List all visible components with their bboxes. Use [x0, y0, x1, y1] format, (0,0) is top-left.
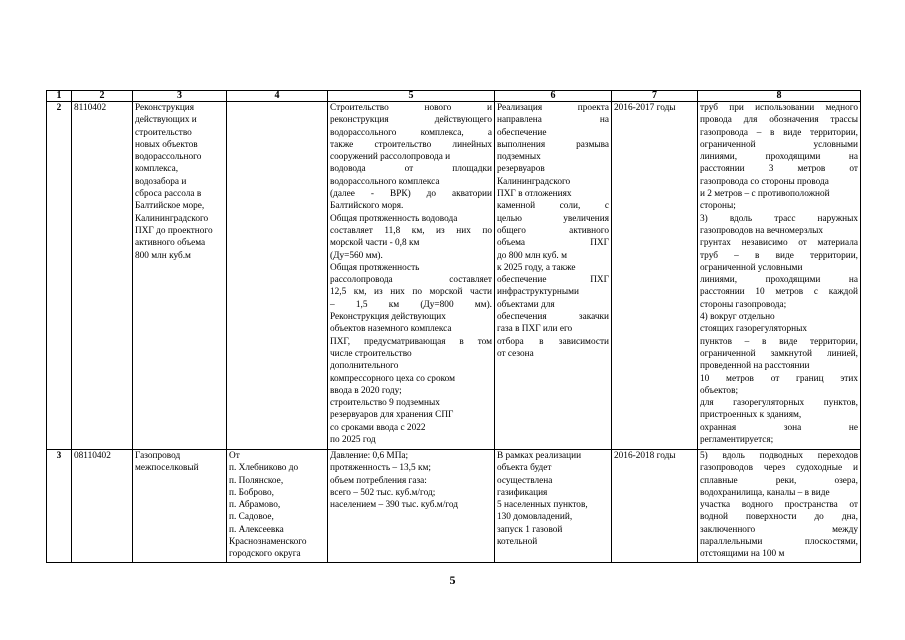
- text-line: инфраструктурными: [497, 287, 579, 298]
- text-line: п. Алексеевка: [229, 524, 284, 535]
- text-line: 4) вокруг отдельно: [700, 312, 775, 323]
- text-line: 130 домовладений,: [497, 512, 573, 523]
- text-line: по 2025 год: [330, 435, 376, 446]
- text-line: газопровода – в виде территории,: [700, 127, 858, 138]
- text-line: объектов;: [700, 385, 739, 396]
- text-line: отстоящими на 100 м: [700, 549, 785, 560]
- text-line: грунтах независимо от материала: [700, 238, 858, 249]
- text-line: активного объема: [135, 238, 206, 249]
- text-line: ограниченной замкнутой линией,: [700, 348, 858, 359]
- object-location: [227, 102, 328, 450]
- text-line: ввода в 2020 году;: [330, 385, 402, 396]
- text-line: ПХГ до проектного: [135, 225, 213, 236]
- object-characteristics: [328, 102, 495, 450]
- table-row: [47, 450, 861, 563]
- text-line: водорассольного комплекса, а: [330, 127, 492, 138]
- text-line: стороны;: [700, 201, 736, 212]
- text-line: 12,5 км, из них по морской части: [330, 287, 492, 298]
- text-line: для газорегуляторных пунктов,: [700, 398, 858, 409]
- row-number: 2: [47, 102, 72, 450]
- text-line: Реконструкция: [135, 103, 195, 113]
- page-number: 5: [449, 573, 456, 587]
- object-purpose: [495, 102, 612, 450]
- text-line: резервуаров: [497, 164, 545, 175]
- text-line: сооружений рассолопровода и: [330, 152, 451, 163]
- object-location: [227, 450, 328, 563]
- text-line: (далее - ВРК) до акватории: [330, 189, 492, 200]
- text-line: газа в ПХГ или его: [497, 324, 573, 335]
- text-line: 5 населенных пунктов,: [497, 500, 588, 511]
- text-line: газификация: [497, 487, 548, 498]
- text-line: водорассольного комплекса: [330, 176, 440, 187]
- text-line: подземных: [497, 152, 541, 163]
- column-number: 6: [495, 91, 612, 102]
- text-line: Краснознаменского: [229, 537, 307, 548]
- text-line: водозабора и: [135, 176, 187, 187]
- text-line: регламентируется;: [700, 435, 774, 446]
- table-row: [47, 102, 861, 450]
- object-name: [133, 102, 227, 450]
- text-line: 800 млн куб.м: [135, 250, 191, 261]
- text-line: новых объектов: [135, 139, 198, 150]
- row-number: 3: [47, 450, 72, 563]
- text-line: компрессорного цеха со сроком: [330, 373, 455, 384]
- text-line: – 1,5 км (Ду=800 мм).: [330, 299, 492, 310]
- text-line: параллельными плоскостями,: [700, 537, 858, 548]
- text-line: ограниченной условными: [700, 262, 803, 273]
- text-line: ограниченной условными: [700, 139, 858, 150]
- text-line: пунктов – в виде территории,: [700, 336, 858, 347]
- protection-zone: [698, 102, 861, 450]
- text-line: п. Хлебниково до: [229, 463, 299, 474]
- text-line: обеспечение: [497, 127, 547, 138]
- text-line: Калининградского: [135, 213, 209, 224]
- text-line: объектов наземного комплекса: [330, 324, 452, 335]
- text-line: расстоянии 3 метров от: [700, 164, 858, 175]
- text-line: и 2 метров – с противоположной: [700, 189, 830, 200]
- text-line: расстоянии 10 метров с каждой: [700, 287, 858, 298]
- text-line: направлена на: [497, 115, 609, 126]
- object-code: 8110402: [72, 102, 133, 450]
- object-code: 08110402: [72, 450, 133, 563]
- text-line: труб – в виде территории,: [700, 250, 858, 261]
- text-line: числе строительство: [330, 348, 412, 359]
- text-line: Реализация проекта: [497, 103, 609, 113]
- text-line: От: [229, 451, 240, 461]
- text-line: участка водного пространства от: [700, 500, 858, 511]
- column-number: 3: [133, 91, 227, 102]
- text-line: выполнения размыва: [497, 139, 609, 150]
- text-line: составляет 11,8 км, из них по: [330, 225, 492, 236]
- text-line: общего активного: [497, 225, 609, 236]
- text-line: провода для обозначения трассы: [700, 115, 858, 126]
- text-line: стоящих газорегуляторных: [700, 324, 807, 335]
- text-line: объектами для: [497, 299, 555, 310]
- text-line: газопроводов на вечномерзлых: [700, 225, 824, 236]
- text-line: до 800 млн куб. м: [497, 250, 567, 261]
- text-line: строительство: [135, 127, 192, 138]
- text-line: сброса рассола в: [135, 189, 202, 200]
- column-number: 5: [328, 91, 495, 102]
- text-line: водорассольного: [135, 152, 202, 163]
- text-line: Общая протяженность водовода: [330, 213, 458, 224]
- text-line: запуск 1 газовой: [497, 524, 563, 535]
- text-line: п. Боброво,: [229, 487, 274, 498]
- text-line: Общая протяженность: [330, 262, 420, 273]
- text-line: обеспечения закачки: [497, 312, 609, 323]
- text-line: осуществлена: [497, 475, 553, 486]
- column-number-row: [47, 91, 861, 102]
- text-line: ПХГ, предусматривающая в том: [330, 336, 492, 347]
- text-line: комплекса,: [135, 164, 179, 175]
- column-number: 8: [698, 91, 861, 102]
- object-purpose: [495, 450, 612, 563]
- text-line: охранная зона не: [700, 422, 858, 433]
- text-line: Балтийское море,: [135, 201, 205, 212]
- text-line: 5) вдоль подводных переходов: [700, 451, 858, 461]
- text-line: к 2025 году, а также: [497, 262, 576, 273]
- text-line: от сезона: [497, 348, 534, 359]
- text-line: пристроенных к зданиям,: [700, 410, 802, 421]
- text-line: объекта будет: [497, 463, 552, 474]
- text-line: газопроводов через судоходные и: [700, 463, 858, 474]
- text-line: Калининградского: [497, 176, 571, 187]
- text-line: проведенной на расстоянии: [700, 361, 810, 372]
- column-number: 7: [612, 91, 698, 102]
- text-line: линиями, проходящими на: [700, 152, 858, 163]
- text-line: Строительство нового и: [330, 103, 492, 113]
- text-line: действующих и: [135, 115, 197, 126]
- implementation-period: 2016-2017 годы: [612, 102, 698, 450]
- text-line: резервуаров для хранения СПГ: [330, 410, 454, 421]
- text-line: котельной: [497, 537, 538, 548]
- text-line: п. Садовое,: [229, 512, 274, 523]
- territorial-plan-table: [46, 90, 861, 563]
- text-line: морской части - 0,8 км: [330, 238, 420, 249]
- text-line: всего – 502 тыс. куб.м/год;: [330, 487, 436, 498]
- text-line: водовода от площадки: [330, 164, 492, 175]
- protection-zone: [698, 450, 861, 563]
- text-line: объем потребления газа:: [330, 475, 427, 486]
- text-line: целью увеличения: [497, 213, 609, 224]
- text-line: также строительство линейных: [330, 139, 492, 150]
- text-line: п. Абрамово,: [229, 500, 281, 511]
- text-line: населением – 390 тыс. куб.м/год: [330, 500, 458, 511]
- text-line: водохранилища, каналы – в виде: [700, 487, 830, 498]
- text-line: сплавные реки, озера,: [700, 475, 858, 486]
- text-line: городского округа: [229, 549, 301, 560]
- text-line: водной поверхности до дна,: [700, 512, 858, 523]
- column-number: 4: [227, 91, 328, 102]
- object-name: [133, 450, 227, 563]
- text-line: 10 метров от границ этих: [700, 373, 858, 384]
- text-line: заключенного между: [700, 524, 858, 535]
- text-line: каменной соли, с: [497, 201, 609, 212]
- column-number: 1: [47, 91, 72, 102]
- text-line: отбора в зависимости: [497, 336, 609, 347]
- text-line: реконструкция действующего: [330, 115, 492, 126]
- text-line: стороны газопровода;: [700, 299, 787, 310]
- object-characteristics: [328, 450, 495, 563]
- text-line: межпоселковый: [135, 463, 199, 474]
- text-line: линиями, проходящими на: [700, 275, 858, 286]
- text-line: Реконструкция действующих: [330, 312, 446, 323]
- text-line: труб при использовании медного: [700, 103, 858, 113]
- text-line: обеспечение ПХГ: [497, 275, 609, 286]
- text-line: ПХГ в отложениях: [497, 189, 572, 200]
- text-line: протяженность – 13,5 км;: [330, 463, 431, 474]
- text-line: объема ПХГ: [497, 238, 609, 249]
- text-line: п. Полянское,: [229, 475, 284, 486]
- text-line: Давление: 0,6 МПа;: [330, 451, 409, 461]
- text-line: В рамках реализации: [497, 451, 582, 461]
- text-line: Балтийского моря.: [330, 201, 404, 212]
- text-line: (Ду=560 мм).: [330, 250, 383, 261]
- text-line: дополнительного: [330, 361, 399, 372]
- text-line: рассолопровода составляет: [330, 275, 492, 286]
- implementation-period: 2016-2018 годы: [612, 450, 698, 563]
- text-line: Газопровод: [135, 451, 181, 461]
- text-line: 3) вдоль трасс наружных: [700, 213, 858, 224]
- text-line: строительство 9 подземных: [330, 398, 440, 409]
- column-number: 2: [72, 91, 133, 102]
- text-line: газопровода со стороны провода: [700, 176, 829, 187]
- text-line: со сроками ввода с 2022: [330, 422, 426, 433]
